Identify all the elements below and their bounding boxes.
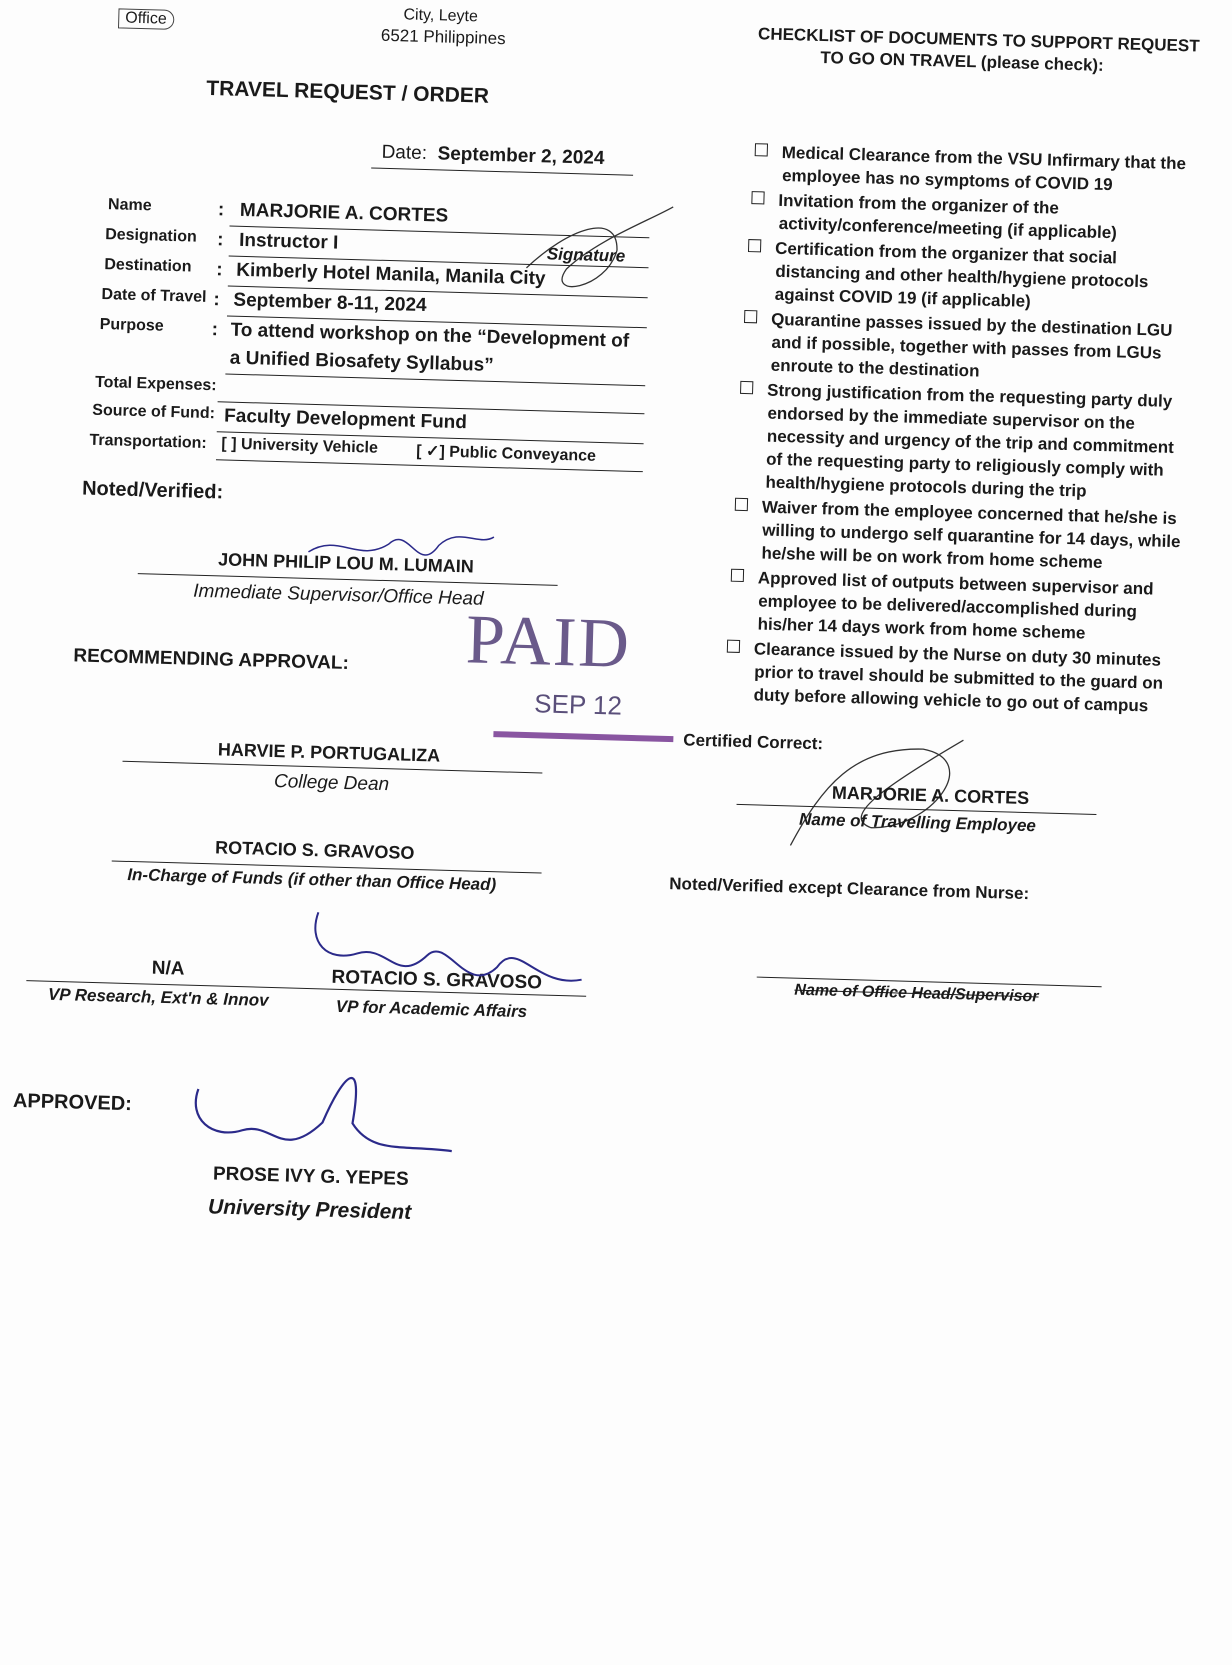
paid-stamp: PAID xyxy=(464,601,632,683)
transportation-label: Transportation: xyxy=(89,431,208,452)
date-value: September 2, 2024 xyxy=(437,143,605,169)
checklist-item-text: Medical Clearance from the VSU Infirmary that the xyxy=(781,142,1187,174)
checkbox[interactable] xyxy=(735,498,748,511)
noted-except-label: Noted/Verified except Clearance from Nurse: xyxy=(669,874,1030,904)
checklist-item-text: Invitation from the organizer of the xyxy=(778,190,1060,218)
address-line-1: City, Leyte xyxy=(403,6,479,26)
vp-research-name: N/A xyxy=(151,957,185,980)
checklist-item[interactable] xyxy=(729,566,1154,647)
approved-label: APPROVED: xyxy=(12,1089,133,1116)
checklist-item[interactable] xyxy=(733,495,1181,576)
office-stamp: Office xyxy=(118,8,174,30)
checklist-item[interactable] xyxy=(725,637,1164,718)
designation-label: Designation xyxy=(104,226,197,246)
checklist-item-text: Quarantine passes issued by the destination LGU xyxy=(770,309,1173,340)
public-conveyance-checkbox[interactable]: [ ✓] Public Conveyance xyxy=(416,442,597,465)
colon: : xyxy=(217,199,225,221)
purpose-value-line1: To attend workshop on the “Development of xyxy=(230,319,630,352)
colon: : xyxy=(213,289,221,311)
address-line-2: 6521 Philippines xyxy=(380,25,506,49)
name-label: Name xyxy=(107,196,152,215)
checklist-item[interactable] xyxy=(743,307,1173,388)
checklist-item-text: against COVID 19 (if applicable) xyxy=(774,284,1031,311)
document-title: TRAVEL REQUEST / ORDER xyxy=(206,76,490,108)
source-of-fund-value: Faculty Development Fund xyxy=(223,405,468,434)
name-value: MARJORIE A. CORTES xyxy=(239,199,449,227)
supervisor-role: Immediate Supervisor/Office Head xyxy=(193,580,484,610)
checklist-item[interactable] xyxy=(747,236,1150,316)
checklist-item[interactable] xyxy=(750,188,1117,244)
checkbox[interactable] xyxy=(731,569,744,582)
recommending-approval-label: RECOMMENDING APPROVAL: xyxy=(73,645,350,675)
checkbox[interactable] xyxy=(751,191,764,204)
source-of-fund-label: Source of Fund: xyxy=(92,401,216,423)
stamp-underline xyxy=(493,731,673,742)
checklist-item-text: employee to be delivered/accomplished during xyxy=(757,591,1138,622)
checklist-item-text: willing to undergo self quarantine for 14 days, while xyxy=(761,520,1181,552)
funds-officer-name: ROTACIO S. GRAVOSO xyxy=(214,837,415,863)
funds-officer-role: In-Charge of Funds (if other than Office Head) xyxy=(127,864,497,895)
checklist-item-text: duty before allowing vehicle to go out of campus xyxy=(753,685,1149,716)
certified-correct-label: Certified Correct: xyxy=(683,730,824,754)
checklist-item-text: health/hygiene protocols during the trip xyxy=(765,472,1087,501)
checklist-item-text: enroute to the destination xyxy=(770,355,980,381)
purpose-underline xyxy=(225,373,645,386)
dean-role: College Dean xyxy=(273,771,390,796)
purpose-label: Purpose xyxy=(99,315,164,335)
vp-academic-role: VP for Academic Affairs xyxy=(335,996,528,1022)
president-role: University President xyxy=(207,1195,412,1224)
checklist-item-text: of the requesting party to religiously comply with xyxy=(765,449,1164,480)
checklist-item-text: he/she will be on work from home scheme xyxy=(761,543,1103,573)
date-label: Date: xyxy=(381,141,428,165)
date-of-travel-value: September 8-11, 2024 xyxy=(233,289,427,317)
paid-stamp-date: SEP 12 xyxy=(533,688,623,721)
checkbox[interactable] xyxy=(727,640,740,653)
vp-academic-signature xyxy=(296,892,589,1010)
checklist-item-text: endorsed by the immediate supervisor on the xyxy=(767,403,1136,433)
checklist-item-text: Strong justification from the requesting party duly xyxy=(766,380,1173,411)
purpose-value-line2: a Unified Biosafety Syllabus” xyxy=(229,347,494,376)
destination-value: Kimberly Hotel Manila, Manila City xyxy=(235,259,546,290)
colon: : xyxy=(211,319,219,341)
checklist-item-text: Certification from the organizer that social xyxy=(774,238,1118,268)
checklist-item-text: distancing and other health/hygiene protocols xyxy=(775,261,1149,292)
checklist-item-text: and if possible, together with passes from LGUs xyxy=(771,332,1162,363)
certified-employee-role: Name of Travelling Employee xyxy=(798,809,1037,836)
destination-label: Destination xyxy=(104,256,192,276)
checklist-item-text: activity/conference/meeting (if applicable) xyxy=(778,213,1118,243)
checklist-item[interactable] xyxy=(737,378,1175,505)
university-vehicle-checkbox[interactable]: [ ] University Vehicle xyxy=(221,435,379,457)
checkbox[interactable] xyxy=(744,310,757,323)
checklist-item-text: prior to travel should be submitted to the guard on xyxy=(753,662,1164,693)
colon: : xyxy=(215,259,223,281)
checklist-title-line2: TO GO ON TRAVEL (please check): xyxy=(820,47,1105,75)
certified-employee-name: MARJORIE A. CORTES xyxy=(831,782,1030,809)
checklist-item-text: necessity and urgency of the trip and commitment xyxy=(766,426,1175,457)
president-name: PROSE IVY G. YEPES xyxy=(212,1163,409,1190)
vp-academic-name: ROTACIO S. GRAVOSO xyxy=(331,966,543,994)
checkbox[interactable] xyxy=(755,143,768,156)
date-of-travel-label: Date of Travel xyxy=(101,286,207,306)
checklist-item-text: employee has no symptoms of COVID 19 xyxy=(781,165,1113,195)
supervisor-signature xyxy=(298,512,500,588)
vp-research-role: VP Research, Ext'n & Innov xyxy=(47,984,269,1010)
checklist-item-text: Approved list of outputs between supervisor and xyxy=(757,568,1154,599)
dean-name: HARVIE P. PORTUGALIZA xyxy=(217,739,441,766)
president-signature xyxy=(181,1049,464,1177)
signature-label: Signature xyxy=(546,244,626,266)
supervisor-name: JOHN PHILIP LOU M. LUMAIN xyxy=(217,549,475,577)
designation-value: Instructor I xyxy=(238,229,339,254)
noted-verified-label: Noted/Verified: xyxy=(81,477,224,504)
checkbox[interactable] xyxy=(748,239,761,252)
checklist-title-line1: CHECKLIST OF DOCUMENTS TO SUPPORT REQUEST xyxy=(757,24,1200,56)
office-head-role: Name of Office Head/Supervisor xyxy=(794,981,1039,1006)
checklist-item-text: Waiver from the employee concerned that he/she is xyxy=(761,497,1178,529)
checklist-item-text: Clearance issued by the Nurse on duty 30 minutes xyxy=(753,639,1162,670)
total-expenses-label: Total Expenses: xyxy=(94,373,217,395)
colon: : xyxy=(216,229,224,251)
checklist-item-text: his/her 14 days work from home scheme xyxy=(757,614,1086,643)
checkbox[interactable] xyxy=(740,381,753,394)
